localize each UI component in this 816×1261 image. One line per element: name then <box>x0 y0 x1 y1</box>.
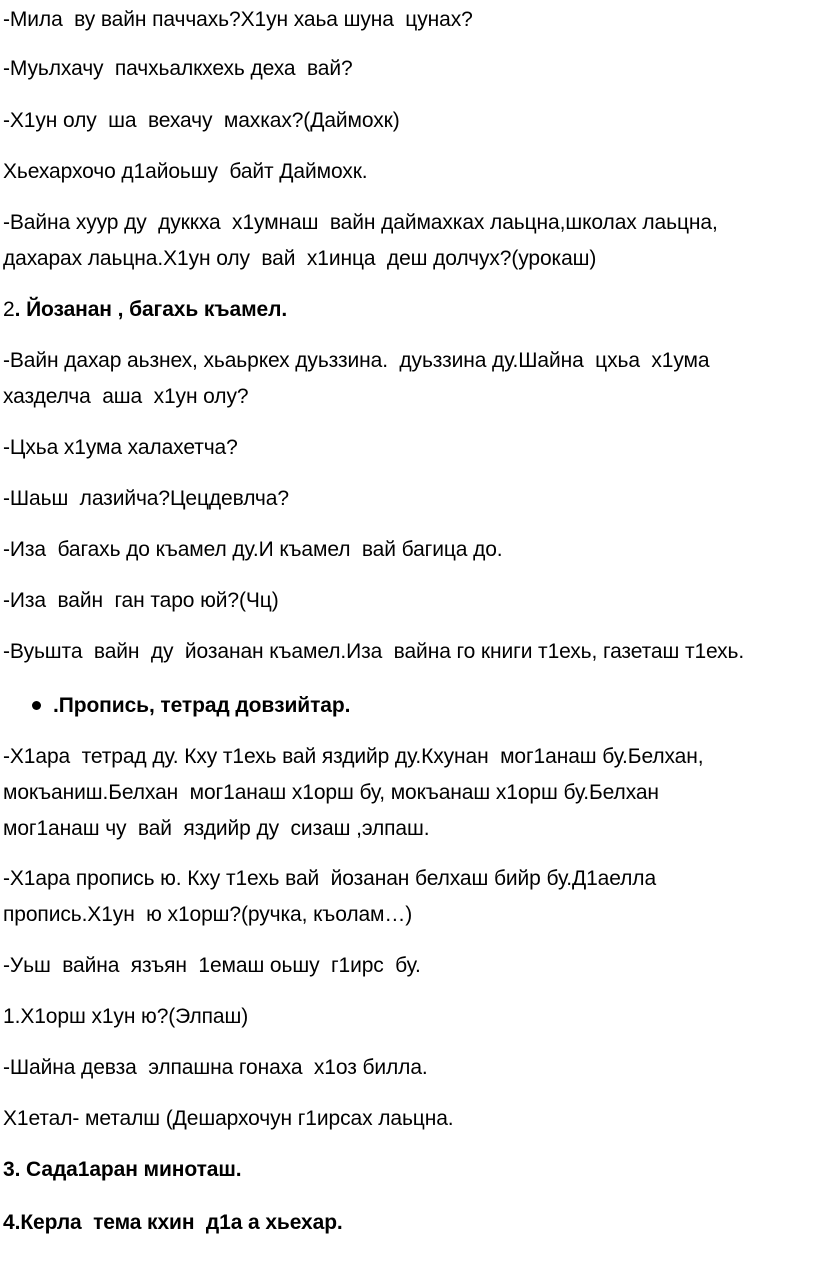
text-line: Хьехархочо д1айоьшу байт Даймохк. <box>3 160 368 183</box>
text-line: дахарах лаьцна.Х1ун олу вай х1инца деш долчух?(урокаш) <box>3 247 597 270</box>
text-line: мокъаниш.Белхан мог1анаш х1орш бу, мокъанаш х1орш бу.Белхан <box>3 781 659 804</box>
text-line: -Х1ун олу ша вехачу махках?(Даймохк) <box>3 109 400 132</box>
text-line: -Шаьш лазийча?Цецдевлча? <box>3 487 289 510</box>
text-line: -Мила ву вайн паччахь?Х1ун хаьа шуна цунах? <box>3 8 473 31</box>
text-line: -Вуьшта вайн ду йозанан къамел.Иза вайна го книги т1ехь, газеташ т1ехь. <box>3 640 745 663</box>
text-line: -Цхьа х1ума халахетча? <box>3 436 238 459</box>
text-line: мог1анаш чу вай яздийр ду сизаш ,элпаш. <box>3 817 430 840</box>
bullet-icon <box>32 701 41 710</box>
section-heading: 4.Керла тема кхин д1а а хьехар. <box>3 1211 343 1234</box>
section-number: 2 <box>3 298 15 321</box>
text-line: -Муьлхачу пачхьалкхехь деха вай? <box>3 57 353 80</box>
text-line: -Х1ара тетрад ду. Кху т1ехь вай яздийр ду.Кхунан мог1анаш бу.Белхан, <box>3 745 704 768</box>
text-line: -Шайна девза элпашна гонаха х1оз билла. <box>3 1056 428 1079</box>
text-line: Х1етал- металш (Дешархочун г1ирсах лаьцна. <box>3 1107 454 1130</box>
bullet-heading: .Пропись, тетрад довзийтар. <box>53 694 351 717</box>
section-heading: 3. Сада1аран миноташ. <box>3 1158 242 1181</box>
section-title: . Йозанан , багахь къамел. <box>14 298 288 321</box>
text-line: 1.Х1орш х1ун ю?(Элпаш) <box>3 1005 249 1028</box>
text-line: пропись.Х1ун ю х1орш?(ручка, къолам…) <box>3 903 413 926</box>
text-line: -Х1ара пропись ю. Кху т1ехь вай йозанан белхаш бийр бу.Д1аелла <box>3 867 657 890</box>
text-line: -Иза вайн ган таро юй?(Чц) <box>3 589 279 612</box>
text-line: -Уьш вайна язъян 1емаш оьшу г1ирс бу. <box>3 954 421 977</box>
text-line: хазделча аша х1ун олу? <box>3 385 249 408</box>
text-line: -Вайна хуур ду дуккха х1умнаш вайн даймахках лаьцна,школах лаьцна, <box>3 211 718 234</box>
section-heading <box>3 292 287 328</box>
text-line: -Иза багахь до къамел ду.И къамел вай багица до. <box>3 538 503 561</box>
text-line: -Вайн дахар аьзнех, хьаьркех дуьззина. дуьззина ду.Шайна цхьа х1ума <box>3 349 710 372</box>
